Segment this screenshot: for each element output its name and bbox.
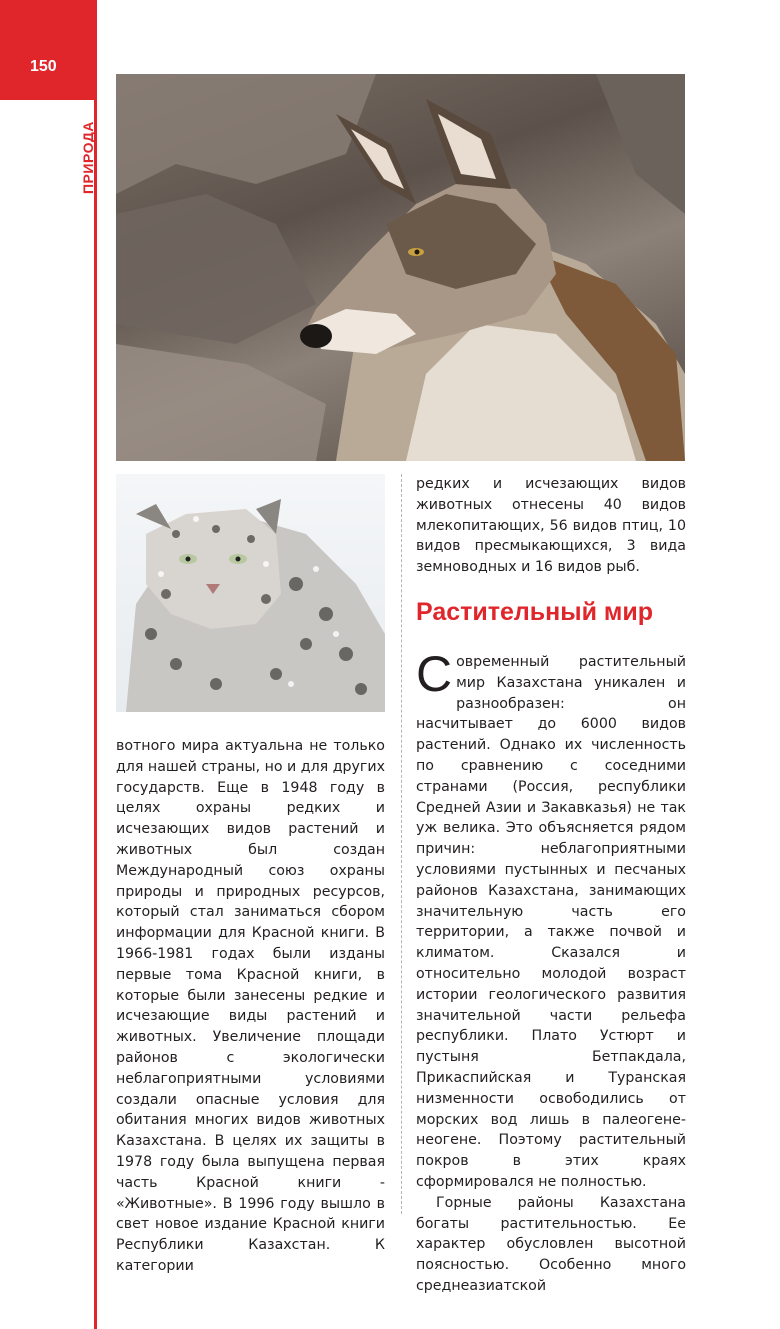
page-number-tab — [0, 0, 97, 100]
section-heading: Растительный мир — [416, 598, 654, 626]
section-label: ПРИРОДА — [80, 121, 96, 194]
page-number: 150 — [30, 58, 57, 75]
right-column-main-text — [416, 646, 686, 1297]
right-column-intro: редких и исчезающих видов животных отнесены 40 видов млекопитающих, 56 видов птиц, 10 видов пресмыкающихся, 3 вида земноводных и 16 видов рыб. — [416, 476, 686, 576]
paragraph-1: овременный растительный мир Казахстана уникален и разнообразен: он насчитывает до 6000 видов растений. Однако их численность по сравнению с соседними странами (Россия, республики Средней Азии и Закавказья) не так уж велика. Это объясняется рядом причин: неблагоприятными условиями пустынных и песчаных районов Казахстана, занимающих значительную часть его территории, а также почвой и климатом. Сказался и относительно молодой возраст истории геологического развития значительной части рельефа республики. Плато Устюрт и пустыня Бетпакдала, Прикаспийская и Туранская низменности освободились от морских вод лишь в палеогене-неогене. Поэтому растительный покров в этих краях сформировался не полностью. — [416, 654, 686, 1190]
column-divider — [401, 474, 402, 1214]
wolf-photo — [116, 74, 685, 461]
snow-leopard-illustration — [116, 474, 385, 712]
wolf-illustration — [116, 74, 685, 461]
left-column-text: вотного мира актуальна не только для нашей страны, но и для других государств. Еще в 1948 году в целях охраны редких и исчезающих видов растений и животных был создан Международный союз охраны природы и природных ресурсов, который стал заниматься сбором информации для Красной книги. В 1966-1981 годах были изданы первые тома Красной книги, в которые были занесены редкие и исчезающие виды растений и животных. Увеличение площади районов с экологически неблагоприятными условиями создали опасные условия для обитания многих видов животных Казахстана. В целях их защиты в 1978 году была выпущена первая часть Красной книги - «Животные». В 1996 году вышло в свет новое издание Красной книги Республики Казахстан. К категории — [116, 738, 385, 1274]
paragraph-2: Горные районы Казахстана богаты растительностью. Ее характер обусловлен высотной поясностью. Особенно много среднеазиатской — [416, 1194, 686, 1294]
margin-rule — [94, 100, 97, 1329]
snow-leopard-photo — [116, 474, 385, 712]
drop-cap: С — [416, 646, 453, 702]
